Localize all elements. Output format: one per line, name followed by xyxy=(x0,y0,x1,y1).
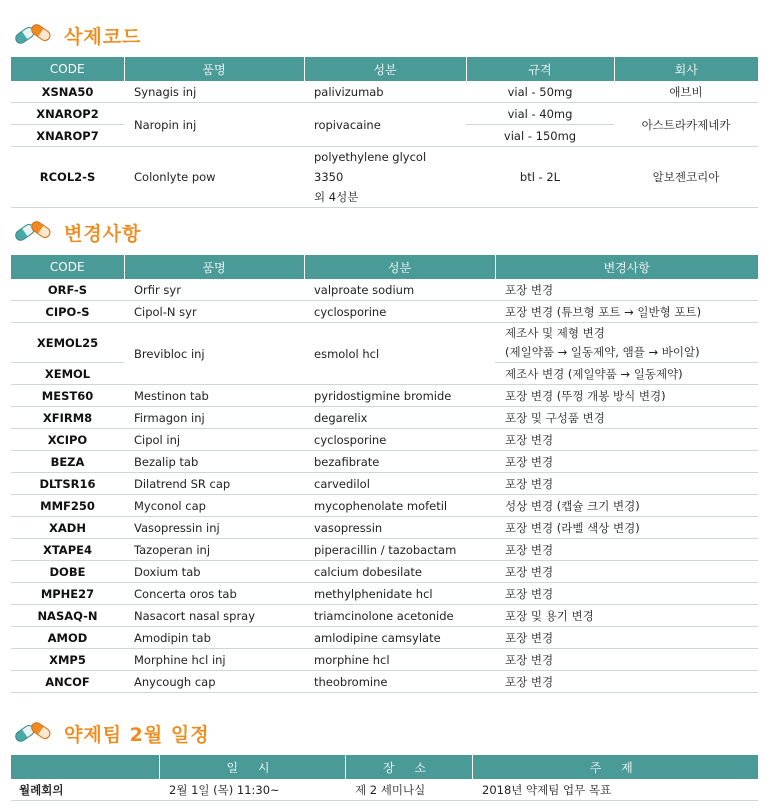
table-row xyxy=(11,605,758,627)
col-header: 규격 xyxy=(466,57,614,81)
col-header: 변경사항 xyxy=(495,255,758,279)
change-cell: 포장 변경 xyxy=(495,649,758,671)
table-row xyxy=(11,517,758,539)
ingredient-line: polyethylene glycol 3350 xyxy=(314,150,427,184)
code-cell: MMF250 xyxy=(11,495,124,517)
code-cell: AMOD xyxy=(11,627,124,649)
ingredient-cell: cyclosporine xyxy=(304,301,495,323)
spec-cell: vial - 50mg xyxy=(466,81,614,103)
code-cell: NASAQ-N xyxy=(11,605,124,627)
ingredient-cell: piperacillin / tazobactam xyxy=(304,539,495,561)
table-row xyxy=(11,583,758,605)
spec-cell: vial - 40mg xyxy=(466,103,614,125)
code-cell: DLTSR16 xyxy=(11,473,124,495)
ingredient-cell: vasopressin xyxy=(304,517,495,539)
ingredient-cell: palivizumab xyxy=(304,81,466,103)
ingredient-cell: carvedilol xyxy=(304,473,495,495)
col-header: CODE xyxy=(11,255,124,279)
name-cell: Vasopressin inj xyxy=(124,517,304,539)
table-row xyxy=(11,649,758,671)
pill-capsule-icon xyxy=(12,217,52,247)
name-cell: Orfir syr xyxy=(124,279,304,301)
ingredient-cell: degarelix xyxy=(304,407,495,429)
col-header: 품명 xyxy=(124,255,304,279)
code-cell: ANCOF xyxy=(11,671,124,693)
name-cell: Mestinon tab xyxy=(124,385,304,407)
topic-cell: 2018년 약제팀 업무 목표 xyxy=(472,779,758,801)
table-row xyxy=(11,301,758,323)
name-cell: Nasacort nasal spray xyxy=(124,605,304,627)
code-cell: XTAPE4 xyxy=(11,539,124,561)
section-heading: 약제팀 2월 일정 xyxy=(64,723,210,746)
code-cell: DOBE xyxy=(11,561,124,583)
code-cell: XADH xyxy=(11,517,124,539)
change-cell: 포장 및 구성품 변경 xyxy=(495,407,758,429)
page-title: 삭제코드 xyxy=(64,25,142,48)
code-cell: XEMOL25 xyxy=(11,323,124,363)
table-row xyxy=(11,279,758,301)
code-cell: MPHE27 xyxy=(11,583,124,605)
col-header: CODE xyxy=(11,57,124,81)
spec-cell: vial - 150mg xyxy=(466,125,614,147)
ingredient-cell: theobromine xyxy=(304,671,495,693)
code-cell: ORF-S xyxy=(11,279,124,301)
name-cell: Brevibloc inj xyxy=(124,323,304,385)
name-cell: Synagis inj xyxy=(124,81,304,103)
section-title-schedule xyxy=(12,716,210,750)
ingredient-cell: esmolol hcl xyxy=(304,323,495,385)
ingredient-cell: cyclosporine xyxy=(304,429,495,451)
table-row xyxy=(11,323,758,363)
change-line: 제조사 및 제형 변경 xyxy=(505,325,605,340)
table-header-row xyxy=(11,57,758,81)
change-cell: 포장 변경 xyxy=(495,473,758,495)
change-cell: 제조사 변경 (제일약품 → 일동제약) xyxy=(495,363,758,385)
code-cell: XNAROP7 xyxy=(11,125,124,147)
ingredient-cell: amlodipine camsylate xyxy=(304,627,495,649)
change-cell: 포장 변경 xyxy=(495,671,758,693)
name-cell: Morphine hcl inj xyxy=(124,649,304,671)
name-cell: Tazoperan inj xyxy=(124,539,304,561)
section-heading: 변경사항 xyxy=(64,222,142,245)
section-title-changes xyxy=(12,215,141,249)
schedule-table xyxy=(11,755,758,801)
pill-capsule-icon xyxy=(12,718,52,748)
change-line: (제일약품 → 일동제약, 앰플 → 바이알) xyxy=(505,344,700,359)
table-header-row xyxy=(11,255,758,279)
name-cell: Colonlyte pow xyxy=(124,147,304,208)
name-cell: Dilatrend SR cap xyxy=(124,473,304,495)
change-cell: 포장 변경 (라벨 색상 변경) xyxy=(495,517,758,539)
ingredient-cell: ropivacaine xyxy=(304,103,466,147)
name-cell: Cipol-N syr xyxy=(124,301,304,323)
table-row xyxy=(11,81,758,103)
col-header: 장 소 xyxy=(345,755,472,779)
code-cell: XMP5 xyxy=(11,649,124,671)
name-cell: Cipol inj xyxy=(124,429,304,451)
name-cell: Concerta oros tab xyxy=(124,583,304,605)
code-cell: XNAROP2 xyxy=(11,103,124,125)
change-cell: 포장 변경 xyxy=(495,279,758,301)
datetime-cell: 2월 1일 (목) 11:30~ xyxy=(159,779,345,801)
table-row xyxy=(11,779,758,801)
code-cell: BEZA xyxy=(11,451,124,473)
pill-capsule-icon xyxy=(12,20,52,50)
spec-cell: btl - 2L xyxy=(466,147,614,208)
code-cell: XSNA50 xyxy=(11,81,124,103)
col-header: 성분 xyxy=(304,57,466,81)
code-cell: MEST60 xyxy=(11,385,124,407)
col-header xyxy=(11,755,159,779)
change-cell: 포장 변경 (뚜껑 개봉 방식 변경) xyxy=(495,385,758,407)
change-cell: 포장 변경 xyxy=(495,583,758,605)
table-row xyxy=(11,385,758,407)
code-cell: XFIRM8 xyxy=(11,407,124,429)
company-cell: 알보젠코리아 xyxy=(614,147,758,208)
table-row xyxy=(11,147,758,208)
table-row xyxy=(11,429,758,451)
col-header: 회사 xyxy=(614,57,758,81)
change-cell: 포장 변경 (튜브형 포트 → 일반형 포트) xyxy=(495,301,758,323)
table-row xyxy=(11,103,758,125)
name-cell: Naropin inj xyxy=(124,103,304,147)
col-header: 주 제 xyxy=(472,755,758,779)
name-cell: Amodipin tab xyxy=(124,627,304,649)
change-cell: 포장 변경 xyxy=(495,539,758,561)
ingredient-cell: morphine hcl xyxy=(304,649,495,671)
name-cell: Doxium tab xyxy=(124,561,304,583)
table-row xyxy=(11,495,758,517)
ingredient-cell: valproate sodium xyxy=(304,279,495,301)
ingredient-cell xyxy=(304,147,466,208)
event-cell: 월례회의 xyxy=(11,779,159,801)
code-cell: XEMOL xyxy=(11,363,124,385)
table-row xyxy=(11,671,758,693)
col-header: 품명 xyxy=(124,57,304,81)
table-row xyxy=(11,473,758,495)
change-cell: 성상 변경 (캡슐 크기 변경) xyxy=(495,495,758,517)
name-cell: Bezalip tab xyxy=(124,451,304,473)
table-row xyxy=(11,561,758,583)
change-cell: 포장 변경 xyxy=(495,561,758,583)
table-row xyxy=(11,539,758,561)
section-title-deleted-codes xyxy=(12,18,141,52)
code-cell: RCOL2-S xyxy=(11,147,124,208)
code-cell: CIPO-S xyxy=(11,301,124,323)
code-cell: XCIPO xyxy=(11,429,124,451)
ingredient-cell: calcium dobesilate xyxy=(304,561,495,583)
table-row xyxy=(11,451,758,473)
deleted-codes-table xyxy=(11,57,758,208)
col-header: 일 시 xyxy=(159,755,345,779)
change-cell: 포장 변경 xyxy=(495,451,758,473)
ingredient-cell: bezafibrate xyxy=(304,451,495,473)
table-header-row xyxy=(11,755,758,779)
ingredient-cell: methylphenidate hcl xyxy=(304,583,495,605)
table-row xyxy=(11,627,758,649)
ingredient-cell: mycophenolate mofetil xyxy=(304,495,495,517)
changes-table xyxy=(11,255,758,693)
change-cell: 포장 변경 xyxy=(495,627,758,649)
ingredient-line: 외 4성분 xyxy=(314,190,359,204)
name-cell: Myconol cap xyxy=(124,495,304,517)
name-cell: Firmagon inj xyxy=(124,407,304,429)
company-cell: 아스트라카제네카 xyxy=(614,103,758,147)
place-cell: 제 2 세미나실 xyxy=(345,779,472,801)
change-cell: 포장 변경 xyxy=(495,429,758,451)
change-cell: 포장 및 용기 변경 xyxy=(495,605,758,627)
change-cell xyxy=(495,323,758,363)
ingredient-cell: triamcinolone acetonide xyxy=(304,605,495,627)
name-cell: Anycough cap xyxy=(124,671,304,693)
ingredient-cell: pyridostigmine bromide xyxy=(304,385,495,407)
company-cell: 애브비 xyxy=(614,81,758,103)
table-row xyxy=(11,407,758,429)
col-header: 성분 xyxy=(304,255,495,279)
